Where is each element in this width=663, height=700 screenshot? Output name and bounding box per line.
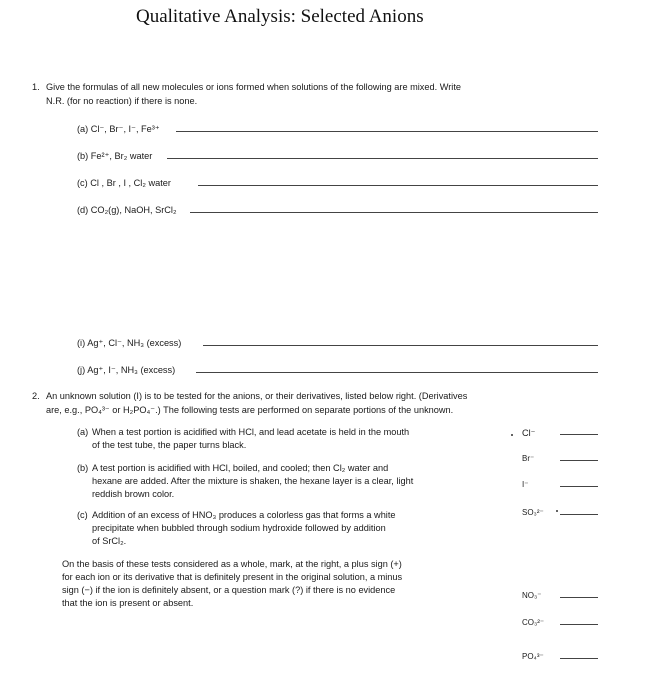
q2-conclusion-line3: sign (−) if the ion is definitely absent, or a question mark (?) if there is no evidence [62, 585, 396, 595]
q1-part-c-label: (c) Cl , Br , I , Cl₂ water [77, 178, 171, 188]
anion-phosphate-label: PO₄³⁻ [522, 652, 544, 661]
q1-part-b-label: (b) Fe²⁺, Br₂ water [77, 151, 153, 161]
q1-part-i-label: (i) Ag⁺, Cl⁻, NH₃ (excess) [77, 338, 182, 348]
q2-test-b-line1: A test portion is acidified with HCl, boiled, and cooled; then Cl₂ water and [92, 463, 389, 473]
q2-prompt-line1: An unknown solution (I) is to be tested for the anions, or their derivatives, listed below right. (Derivatives [46, 391, 468, 401]
q1-part-d-answer-line[interactable] [190, 212, 598, 213]
q2-test-a-line1: When a test portion is acidified with HCl, and lead acetate is held in the mouth [92, 427, 410, 437]
q2-test-c-line1: Addition of an excess of HNO₃ produces a colorless gas that forms a white [92, 510, 396, 520]
q1-part-c-answer-line[interactable] [198, 185, 598, 186]
q2-number: 2. [32, 391, 40, 401]
anion-nitrate-label: NO₃⁻ [522, 591, 542, 600]
anion-sulfite-label: SO₃²⁻ [522, 508, 544, 517]
q1-part-d-label: (d) CO₂(g), NaOH, SrCl₂ [77, 205, 177, 215]
q2-test-b-label: (b) [77, 463, 89, 473]
q1-part-a-label: (a) Cl⁻, Br⁻, I⁻, Fe³⁺ [77, 124, 160, 134]
anion-bromide-label: Br⁻ [522, 454, 535, 463]
q2-prompt-line2: are, e.g., PO₄³⁻ or H₂PO₄⁻.) The following tests are performed on separate portions of the unknown. [46, 405, 454, 415]
q2-test-b-line2: hexane are added. After the mixture is shaken, the hexane layer is a clear, light [92, 476, 414, 486]
q2-conclusion-line2: for each ion or its derivative that is definitely present in the original solution, a minus [62, 572, 403, 582]
anion-bromide-answer-line[interactable] [560, 460, 598, 461]
q1-part-b-answer-line[interactable] [167, 158, 598, 159]
anion-iodide-answer-line[interactable] [560, 486, 598, 487]
q1-part-i-answer-line[interactable] [203, 345, 598, 346]
q2-test-a-label: (a) [77, 427, 89, 437]
q2-test-c-line3: of SrCl₂. [92, 536, 127, 546]
q1-part-j-answer-line[interactable] [196, 372, 598, 373]
q1-part-a-answer-line[interactable] [176, 131, 598, 132]
page-title: Qualitative Analysis: Selected Anions [136, 6, 424, 27]
anion-nitrate-answer-line[interactable] [560, 597, 598, 598]
q1-part-j-label: (j) Ag⁺, I⁻, NH₃ (excess) [77, 365, 176, 375]
anion-phosphate-answer-line[interactable] [560, 658, 598, 659]
q2-conclusion-line1: On the basis of these tests considered as a whole, mark, at the right, a plus sign (+) [62, 559, 402, 569]
anion-chloride-label: Cl⁻ [522, 428, 536, 438]
anion-carbonate-answer-line[interactable] [560, 624, 598, 625]
q1-number: 1. [32, 82, 40, 92]
anion-carbonate-label: CO₃²⁻ [522, 618, 545, 627]
anion-chloride-answer-line[interactable] [560, 434, 598, 435]
q2-conclusion-line4: that the ion is present or absent. [62, 598, 194, 608]
q2-test-c-line2: precipitate when bubbled through sodium hydroxide followed by addition [92, 523, 386, 533]
q2-test-a-line2: of the test tube, the paper turns black. [92, 440, 247, 450]
q2-test-b-line3: reddish brown color. [92, 489, 175, 499]
anion-sulfite-answer-line[interactable] [560, 514, 598, 515]
anion-iodide-label: I⁻ [522, 480, 529, 489]
q1-prompt-line1: Give the formulas of all new molecules or ions formed when solutions of the following are mixed. Write [46, 82, 461, 92]
q2-test-c-label: (c) [77, 510, 88, 520]
q1-prompt-line2: N.R. (for no reaction) if there is none. [46, 96, 198, 106]
stray-mark [511, 434, 513, 436]
stray-mark [556, 510, 558, 512]
